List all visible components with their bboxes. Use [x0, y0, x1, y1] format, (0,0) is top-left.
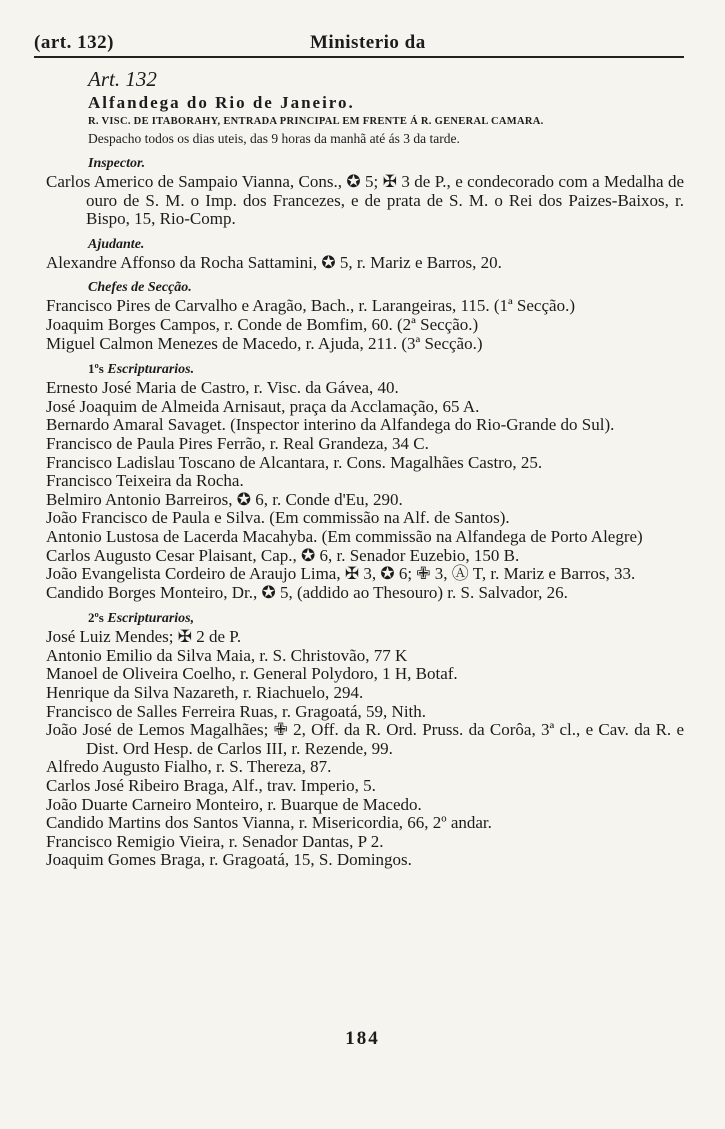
list-item: Miguel Calmon Menezes de Macedo, r. Ajuda, 211. (3ª Secção.): [46, 333, 483, 353]
list-item: Bernardo Amaral Savaget. (Inspector interino da Alfandega do Rio-Grande do Sul).: [46, 415, 615, 435]
section-ajudante: [46, 235, 684, 273]
list-item: Carlos Americo de Sampaio Vianna, Cons., ✪ 5; ✠ 3 de P., e condecorado com a Medalha de ouro de S. M. o Imp. dos Francezes, e de prata de S. M. o Rei dos Paizes-Baixos, r. Bispo, 15, Rio-Comp.: [46, 172, 684, 229]
list-item: João Evangelista Cordeiro de Araujo Lima, ✠ 3, ✪ 6; ✙ 3, Ⓐ T, r. Mariz e Barros, 33.: [46, 564, 636, 584]
list-item: Joaquim Gomes Braga, r. Gragoatá, 15, S. Domingos.: [46, 850, 412, 870]
section-segundos-escripturarios: [46, 608, 684, 870]
section-heading-text: Escripturarios,: [107, 611, 195, 627]
list-item: Francisco Teixeira da Rocha.: [46, 471, 244, 491]
section-heading: Chefes de Secção.: [88, 280, 192, 296]
list-item: Francisco Remigio Vieira, r. Senador Dantas, P 2.: [46, 831, 384, 851]
section-heading: Ajudante.: [88, 236, 145, 252]
article-reference: (art. 132): [34, 32, 114, 53]
section-heading-text: Escripturarios.: [107, 362, 195, 378]
section-inspector: [46, 154, 684, 229]
list-item: Francisco de Salles Ferreira Ruas, r. Gragoatá, 59, Nith.: [46, 701, 427, 721]
section-heading-number: 1ºs: [88, 361, 104, 377]
page-number: 184: [345, 1028, 380, 1049]
institution-address: R. VISC. DE ITABORAHY, ENTRADA PRINCIPAL EM FRENTE Á R. GENERAL CAMARA.: [88, 116, 544, 127]
ministry-title: Ministerio da: [310, 32, 426, 53]
list-item: Manoel de Oliveira Coelho, r. General Polydoro, 1 H, Botaf.: [46, 664, 458, 684]
list-item: José Luiz Mendes; ✠ 2 de P.: [46, 627, 242, 647]
section-primeiros-escripturarios: [46, 359, 684, 602]
list-item: Alfredo Augusto Fialho, r. S. Thereza, 87.: [46, 757, 332, 777]
list-item: Carlos José Ribeiro Braga, Alf., trav. Imperio, 5.: [46, 776, 376, 796]
list-item: Candido Borges Monteiro, Dr., ✪ 5, (addido ao Thesouro) r. S. Salvador, 26.: [46, 582, 568, 602]
list-item: Alexandre Affonso da Rocha Sattamini, ✪ 5, r. Mariz e Barros, 20.: [46, 252, 502, 272]
section-heading: [88, 608, 684, 628]
article-number: Art. 132: [88, 67, 157, 91]
list-item: Ernesto José Maria de Castro, r. Visc. da Gávea, 40.: [46, 378, 399, 398]
running-header: [34, 28, 684, 58]
section-heading: [88, 359, 684, 379]
section-heading-number: 2ºs: [88, 610, 104, 626]
list-item: João Duarte Carneiro Monteiro, r. Buarque de Macedo.: [46, 794, 422, 814]
page-content: [46, 66, 684, 870]
list-item: João José de Lemos Magalhães; ✙ 2, Off. da R. Ord. Pruss. da Corôa, 3ª cl., e Cav. da R. e Dist. Ord Hesp. de Carlos III, r. Rezende, 99.: [46, 720, 684, 758]
list-item: Antonio Emilio da Silva Maia, r. S. Christovão, 77 K: [46, 645, 408, 665]
list-item: Belmiro Antonio Barreiros, ✪ 6, r. Conde d'Eu, 290.: [46, 489, 403, 509]
list-item: Antonio Lustosa de Lacerda Macahyba. (Em commissão na Alfandega de Porto Alegre): [46, 526, 643, 546]
list-item: José Joaquim de Almeida Arnisaut, praça da Acclamação, 65 A.: [46, 396, 480, 416]
list-item: Henrique da Silva Nazareth, r. Riachuelo, 294.: [46, 683, 364, 703]
office-hours: Despacho todos os dias uteis, das 9 horas da manhã até ás 3 da tarde.: [88, 131, 460, 146]
list-item: Carlos Augusto Cesar Plaisant, Cap., ✪ 6, r. Senador Euzebio, 150 B.: [46, 545, 520, 565]
list-item: Francisco de Paula Pires Ferrão, r. Real Grandeza, 34 C.: [46, 433, 429, 453]
list-item: Francisco Pires de Carvalho e Aragão, Bach., r. Larangeiras, 115. (1ª Secção.): [46, 296, 575, 316]
list-item: Francisco Ladislau Toscano de Alcantara, r. Cons. Magalhães Castro, 25.: [46, 452, 543, 472]
list-item: Joaquim Borges Campos, r. Conde de Bomfim, 60. (2ª Secção.): [46, 314, 479, 334]
list-item: Candido Martins dos Santos Vianna, r. Misericordia, 66, 2º andar.: [46, 813, 492, 833]
list-item: João Francisco de Paula e Silva. (Em commissão na Alf. de Santos).: [46, 508, 510, 528]
institution-name: Alfandega do Rio de Janeiro.: [88, 93, 355, 112]
section-heading: Inspector.: [88, 156, 146, 171]
section-chefes: [46, 278, 684, 353]
